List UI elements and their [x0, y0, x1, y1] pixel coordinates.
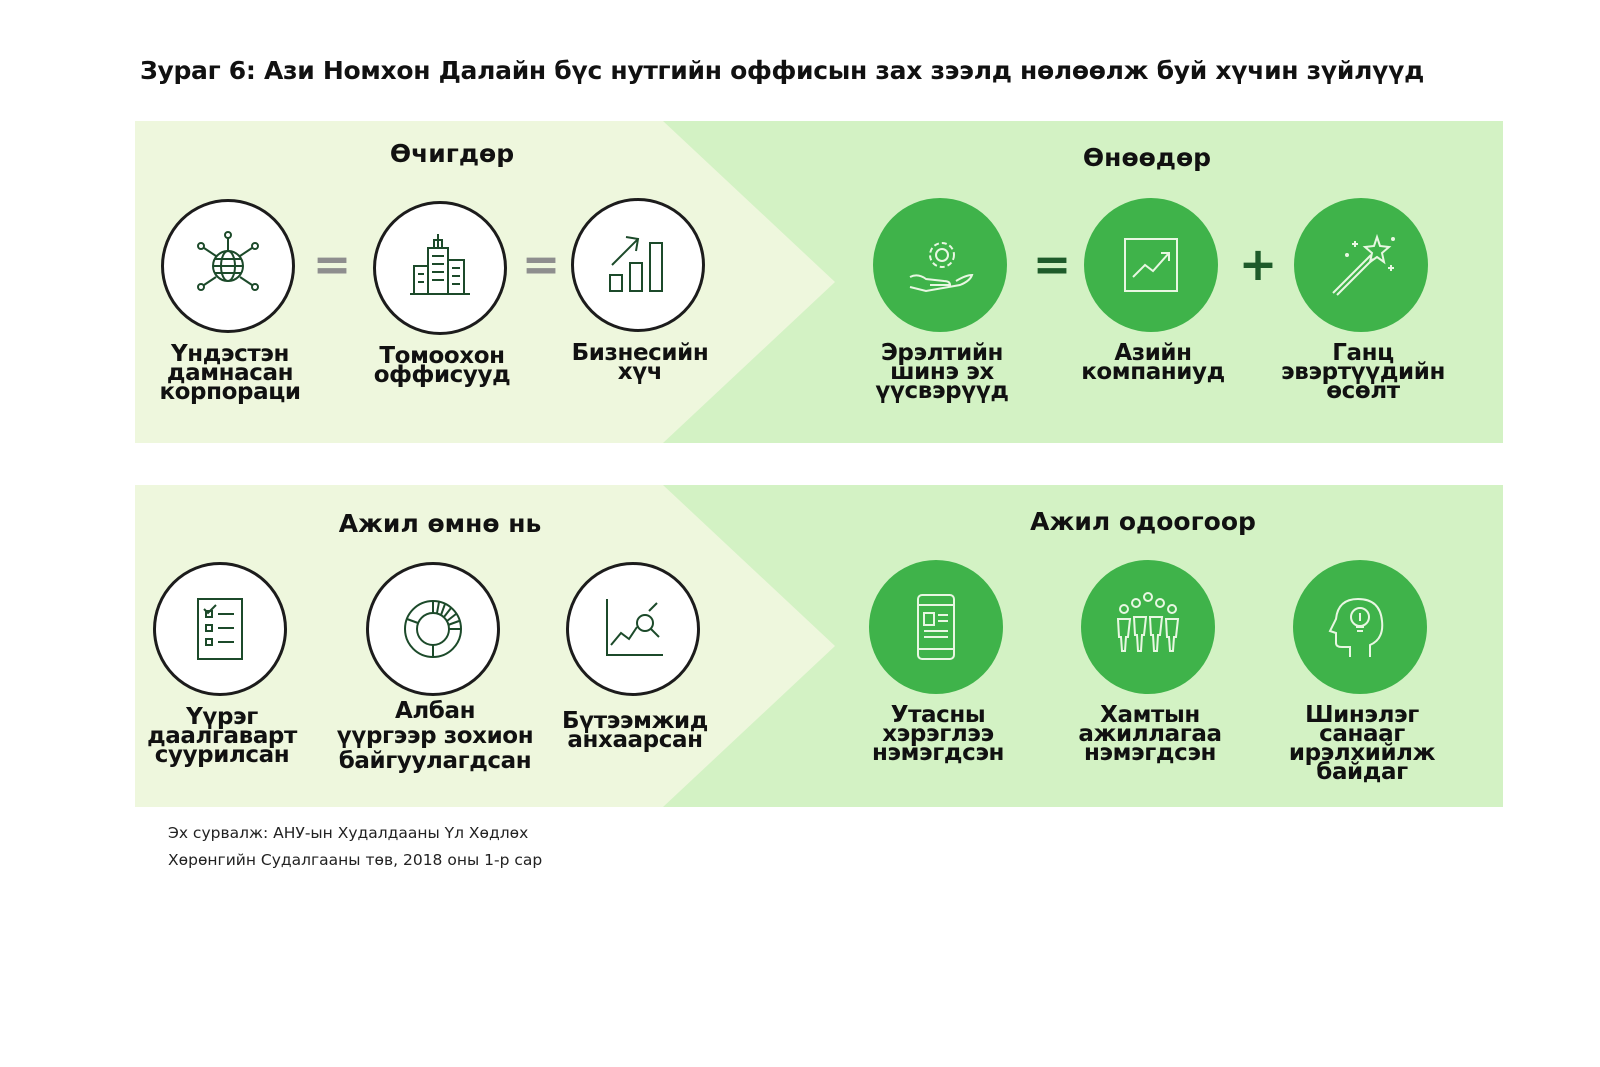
- heading-work-now: Ажил одоогоор: [1030, 507, 1256, 536]
- circle: [873, 198, 1007, 332]
- item-label: Үүрэг даалгаварт суурилсан: [147, 704, 297, 768]
- item-label: Азийн компаниуд: [1081, 340, 1225, 385]
- mobile-phone-icon: [896, 587, 976, 667]
- item-business-power: [565, 198, 715, 478]
- heading-today: Өнөөдөр: [1082, 143, 1212, 172]
- item-large-offices: [367, 201, 517, 481]
- circle: [1084, 198, 1218, 332]
- trend-chart-icon: [1111, 225, 1191, 305]
- item-label: Хамтын ажиллагаа нэмэгдсэн: [1078, 702, 1222, 766]
- item-role-organized: [336, 562, 534, 842]
- item-label: Утасны хэрэглээ нэмэгдсэн: [871, 702, 1005, 766]
- circle: [566, 562, 700, 696]
- item-label: Бүтээмжид анхаарсан: [562, 708, 708, 753]
- item-label: Эрэлтийн шинэ эх үүсвэрүүд: [875, 340, 1009, 404]
- magic-wand-icon: [1321, 225, 1401, 305]
- figure-title: Зураг 6: Ази Номхон Далайн бүс нутгийн оффисын зах зээлд нөлөөлж буй хүчин зүйлүүд: [140, 56, 1424, 85]
- circle: [571, 198, 705, 332]
- item-productivity-focused: [560, 562, 710, 842]
- item-collaboration-increased: [1075, 560, 1225, 840]
- circle: [153, 562, 287, 696]
- panel-work-before-now: [135, 485, 1503, 807]
- equals-operator: =: [521, 237, 561, 291]
- item-mobile-usage-increased: [863, 560, 1013, 840]
- heading-yesterday: Өчигдөр: [389, 139, 515, 168]
- source-note: Эх сурвалж: АНУ-ын Худалдааны Үл Хөдлөх Хөрөнгийн Судалгааны төв, 2018 оны 1-р сар: [168, 824, 543, 869]
- chart-magnifier-icon: [593, 589, 673, 669]
- item-innovative-ideas: [1287, 560, 1437, 840]
- item-new-demand-sources: [867, 198, 1017, 478]
- globe-network-icon: [188, 226, 268, 306]
- circle: [869, 560, 1003, 694]
- people-group-icon: [1108, 587, 1188, 667]
- panel-yesterday-today: [135, 121, 1503, 443]
- item-multinational-corporations: [155, 199, 305, 479]
- circle: [373, 201, 507, 335]
- heading-work-before: Ажил өмнө нь: [338, 509, 542, 538]
- hand-gear-icon: [900, 225, 980, 305]
- circle: [1294, 198, 1428, 332]
- circle: [1293, 560, 1427, 694]
- office-building-icon: [400, 228, 480, 308]
- idea-head-icon: [1320, 587, 1400, 667]
- item-label: Бизнесийн хүч: [571, 340, 709, 385]
- item-task-based: [147, 562, 297, 842]
- item-asian-companies: [1078, 198, 1228, 478]
- growth-bars-icon: [598, 225, 678, 305]
- plus-operator: +: [1238, 237, 1278, 291]
- circle: [161, 199, 295, 333]
- item-label: Шинэлэг санааг ирэлхийлж байдаг: [1288, 702, 1436, 785]
- item-label: Томоохон оффисууд: [373, 343, 511, 388]
- donut-chart-icon: [393, 589, 473, 669]
- item-label: Албан үүргээр зохион байгуулагдсан: [336, 698, 534, 774]
- equals-operator: =: [312, 237, 352, 291]
- circle: [366, 562, 500, 696]
- item-label: Ганц эвэртүүдийн өсөлт: [1281, 340, 1445, 404]
- item-label: Үндэстэн дамнасан корпораци: [159, 341, 301, 405]
- item-unicorn-growth: [1281, 198, 1445, 478]
- circle: [1081, 560, 1215, 694]
- equals-operator: =: [1032, 237, 1072, 291]
- checklist-icon: [180, 589, 260, 669]
